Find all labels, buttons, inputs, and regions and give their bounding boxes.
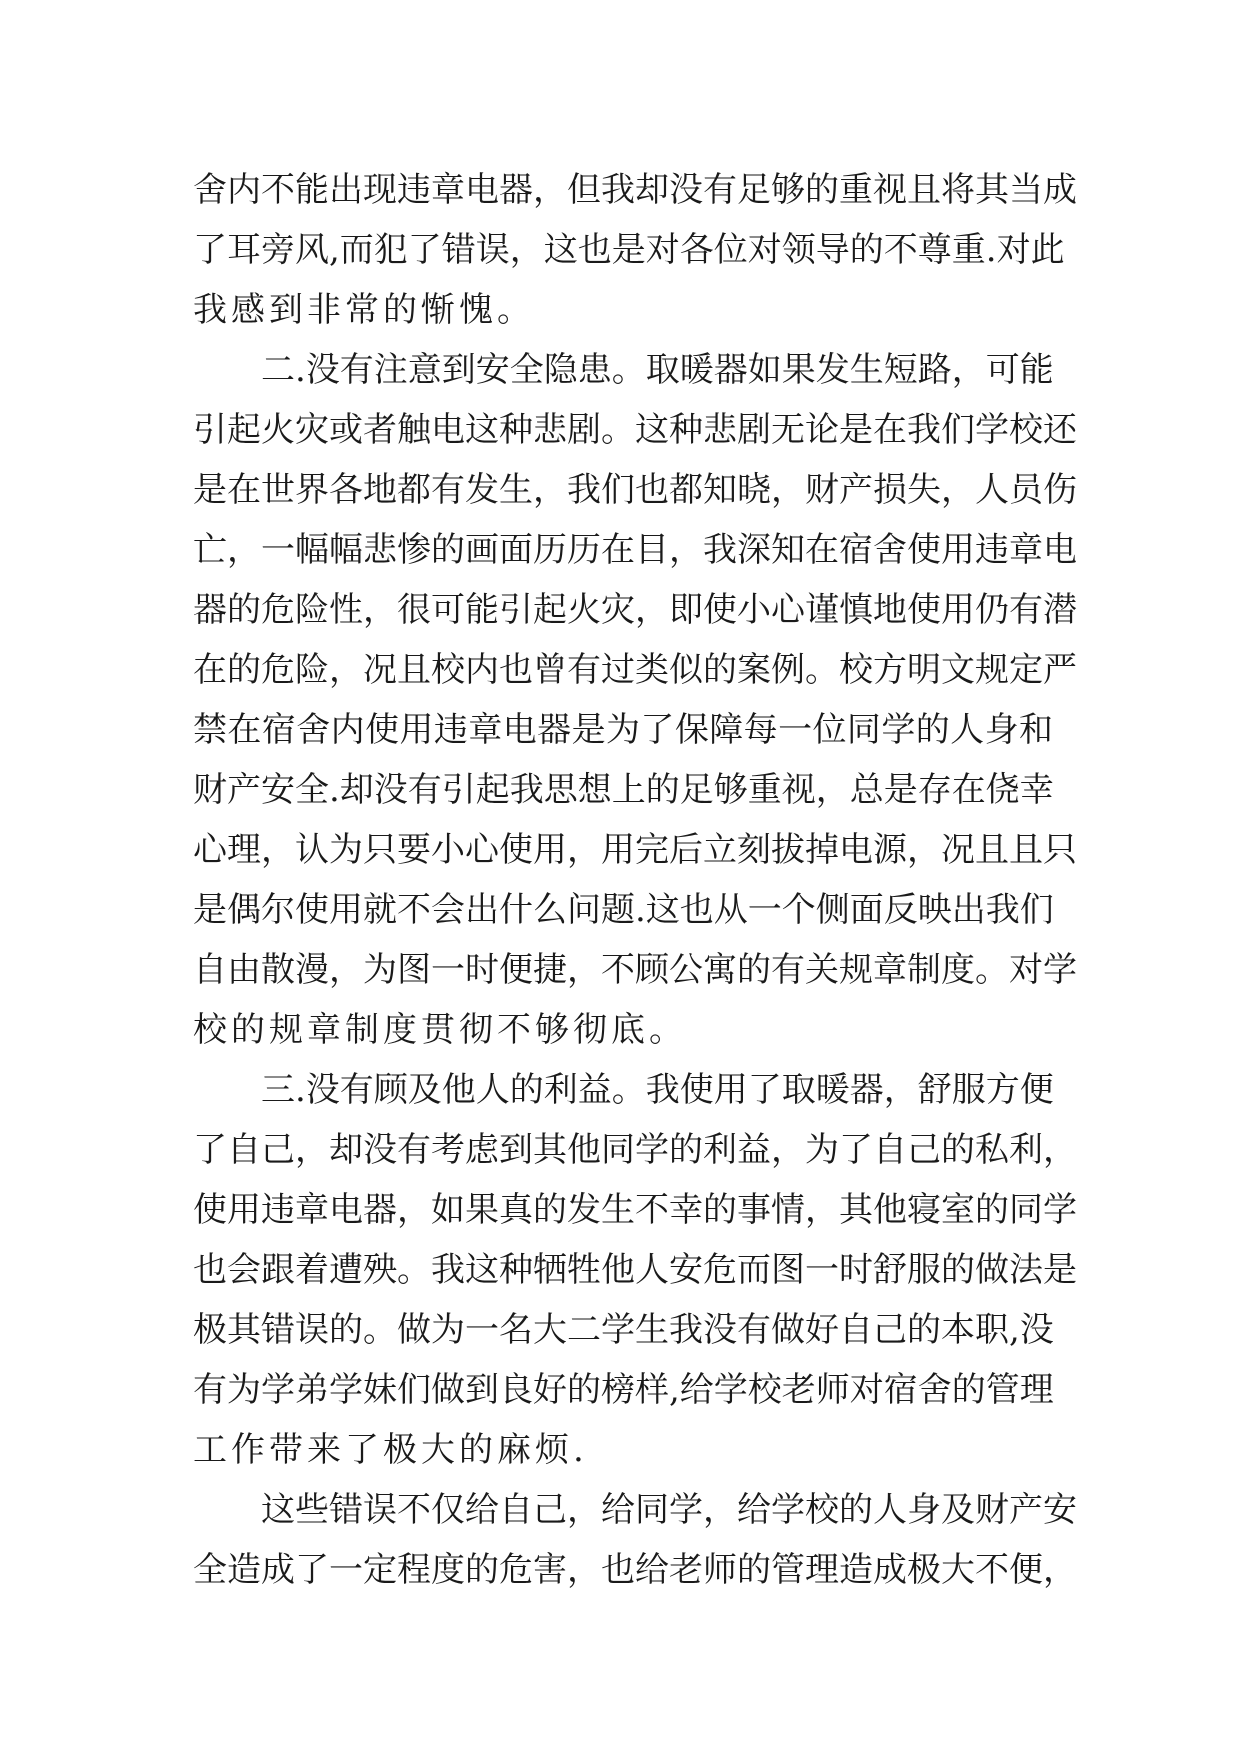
document-line: 是偶尔使用就不会出什么问题.这也从一个侧面反映出我们	[193, 890, 1054, 930]
document-line: 工作带来了极大的麻烦.	[193, 1430, 588, 1470]
document-line: 财产安全.却没有引起我思想上的足够重视，总是存在侥幸	[193, 770, 1054, 810]
document-line: 禁在宿舍内使用违章电器是为了保障每一位同学的人身和	[193, 710, 1053, 750]
document-line: 也会跟着遭殃。我这种牺牲他人安危而图一时舒服的做法是	[193, 1250, 1077, 1290]
document-line: 在的危险，况且校内也曾有过类似的案例。校方明文规定严	[193, 650, 1077, 690]
document-line: 器的危险性，很可能引起火灾，即使小心谨慎地使用仍有潜	[193, 590, 1077, 630]
document-line: 自由散漫，为图一时便捷，不顾公寓的有关规章制度。对学	[193, 950, 1077, 990]
document-line: 亡，一幅幅悲惨的画面历历在目，我深知在宿舍使用违章电	[193, 530, 1077, 570]
document-line: 极其错误的。做为一名大二学生我没有做好自己的本职,没	[193, 1310, 1054, 1350]
document-body	[193, 160, 1077, 1600]
document-line: 三.没有顾及他人的利益。我使用了取暖器，舒服方便	[261, 1070, 1054, 1110]
document-line: 全造成了一定程度的危害，也给老师的管理造成极大不便，	[193, 1550, 1077, 1590]
document-line: 了自己，却没有考虑到其他同学的利益，为了自己的私利，	[193, 1130, 1077, 1170]
document-line: 是在世界各地都有发生，我们也都知晓，财产损失，人员伤	[193, 470, 1077, 510]
document-line: 舍内不能出现违章电器，但我却没有足够的重视且将其当成	[193, 170, 1077, 210]
document-line: 校的规章制度贯彻不够彻底。	[193, 1010, 687, 1050]
document-line: 引起火灾或者触电这种悲剧。这种悲剧无论是在我们学校还	[193, 410, 1077, 450]
document-line: 心理，认为只要小心使用，用完后立刻拔掉电源，况且且只	[193, 830, 1077, 870]
document-line: 了耳旁风,而犯了错误，这也是对各位对领导的不尊重.对此	[193, 230, 1065, 270]
document-line: 这些错误不仅给自己，给同学，给学校的人身及财产安	[261, 1490, 1077, 1530]
document-line: 使用违章电器，如果真的发生不幸的事情，其他寝室的同学	[193, 1190, 1077, 1230]
document-line: 二.没有注意到安全隐患。取暖器如果发生短路，可能	[261, 350, 1054, 390]
document-line: 有为学弟学妹们做到良好的榜样,给学校老师对宿舍的管理	[193, 1370, 1054, 1410]
document-line: 我感到非常的惭愧。	[193, 290, 535, 330]
